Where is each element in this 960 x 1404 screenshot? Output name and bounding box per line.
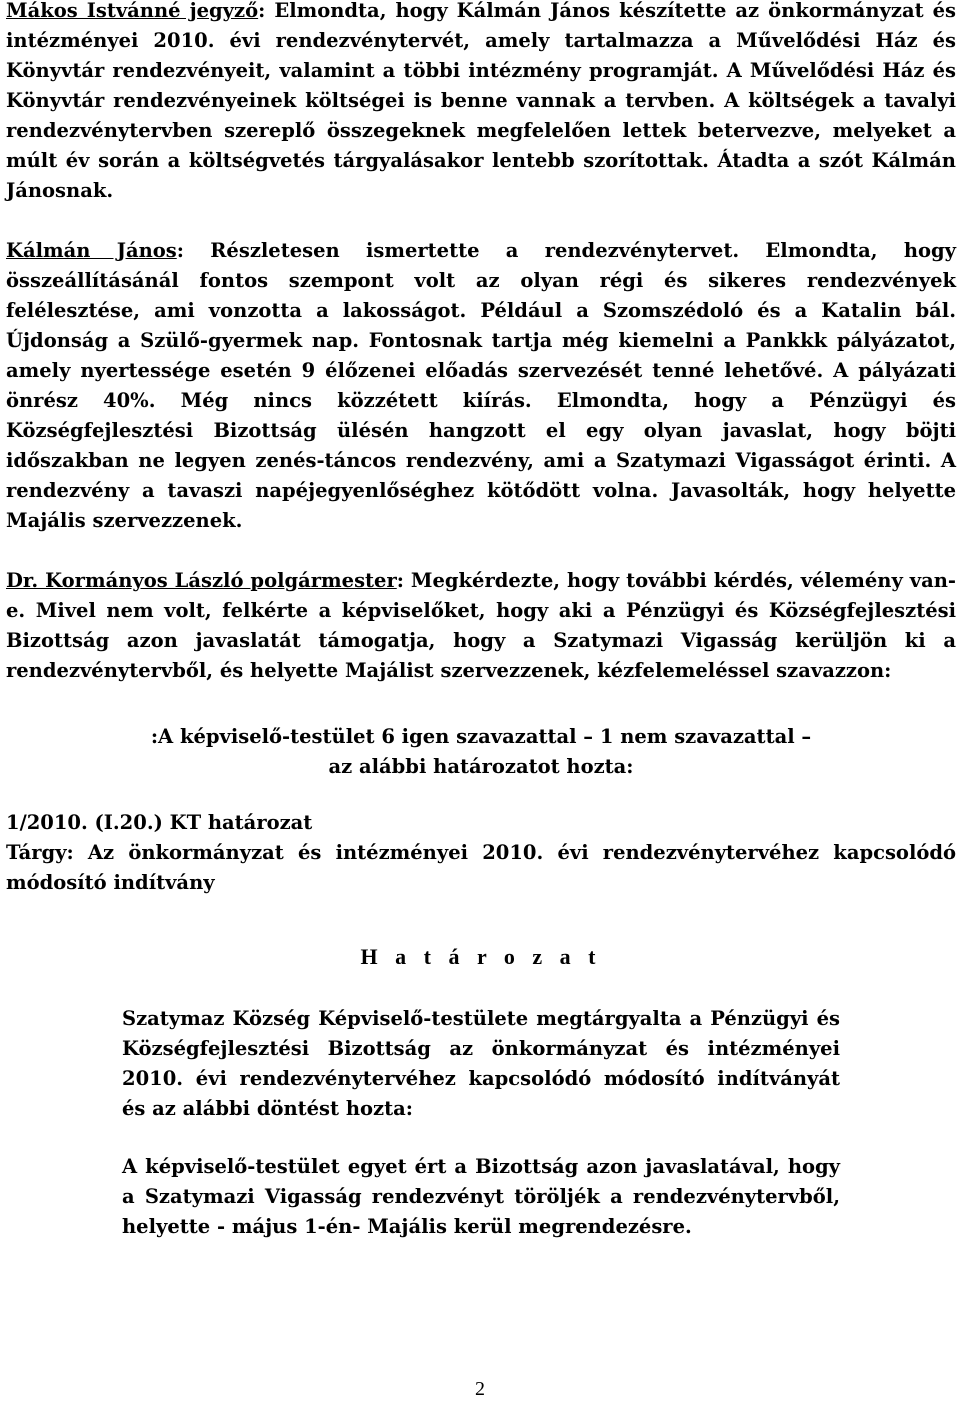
- vote-result-line: :A képviselő-testület 6 igen szavazattal – 1 nem szavazattal –: [150, 725, 812, 748]
- speaker-name: Kálmán János: [6, 239, 177, 262]
- vote-result-line: az alábbi határozatot hozta:: [328, 755, 634, 778]
- paragraph-kalman: [6, 236, 956, 536]
- spacer: [6, 972, 956, 1004]
- spacer: [6, 1124, 956, 1152]
- resolution-subject: Tárgy: Az önkormányzat és intézményei 2010. évi rendezvénytervéhez kapcsolódó módosító indítvány: [6, 841, 956, 894]
- paragraph-text: : Elmondta, hogy Kálmán János készítette az önkormányzat és intézményei 2010. évi rendezvénytervét, amely tartalmazza a Művelődési Ház és Könyvtár rendezvényeit, valamint a többi intézmény programját. A Művelődési Ház és Könyvtár rendezvényeinek költségei is benne vannak a tervben. A költségek a tavalyi rendezvénytervben szereplő összegeknek megfelelően lettek betervezve, melyeket a múlt év során a költségvetés tárgyalásakor lentebb szorítottak. Átadta a szót Kálmán Jánosnak.: [6, 0, 957, 202]
- spacer: [6, 686, 956, 722]
- speaker-name: Mákos Istvánné jegyző: [6, 0, 259, 22]
- paragraph-polgarmester: [6, 566, 956, 686]
- paragraph-text: : Megkérdezte, hogy további kérdés, vélemény van-e. Mivel nem volt, felkérte a képviselőket, hogy aki a Pénzügyi és Községfejlesztési Bizottság azon javaslatát támogatja, hogy a Szatymazi Vigasság kerüljön ki a rendezvénytervből, és helyette Majálist szervezzenek, kézfelemeléssel szavazzon:: [6, 569, 956, 682]
- spacer: [6, 206, 956, 236]
- resolution-number: 1/2010. (I.20.) KT határozat: [6, 811, 313, 834]
- paragraph-text: : Részletesen ismertette a rendezvénytervet. Elmondta, hogy összeállításánál fontos szempont volt az olyan régi és sikeres rendezvények felélesztése, ami vonzotta a lakosságot. Például a Szomszédoló és a Katalin bál. Újdonság a Szülő-gyermek nap. Fontosnak tartja még kiemelni a Pankkk pályázatot, amely nyertessége esetén 9 élőzenei előadás szervezését tenné lehetővé. A pályázati önrész 40%. Még nincs közzétett kiírás. Elmondta, hogy a Pénzügyi és Községfejlesztési Bizottság ülésén hangzott el egy olyan javaslat, hogy böjti időszakban ne legyen zenés-táncos rendezvény, ami a Szatymazi Vigasságot érinti. A rendezvény a tavaszi napéjegyenlőséghez kötődött volna. Javasolták, hogy helyette Majális szervezzenek.: [6, 239, 957, 532]
- paragraph-jegyzo: [6, 0, 956, 206]
- spacer: [6, 898, 956, 942]
- document-page: [6, 0, 956, 1242]
- spacer: [6, 536, 956, 566]
- resolution-decision: A képviselő-testület egyet ért a Bizottság azon javaslatával, hogy a Szatymazi Vigasság rendezvényt töröljék a rendezvénytervből, helyette - május 1-én- Majális kerül megrendezésre.: [122, 1155, 840, 1238]
- speaker-name: Dr. Kormányos László polgármester: [6, 569, 397, 592]
- resolution-heading: H a t á r o z a t: [360, 944, 602, 969]
- spacer: [6, 782, 956, 808]
- resolution-body: Szatymaz Község Képviselő-testülete megtárgyalta a Pénzügyi és Községfejlesztési Bizottság az önkormányzat és intézményei 2010. évi rendezvénytervéhez kapcsolódó módosító indítványát és az alábbi döntést hozta:: [122, 1007, 840, 1120]
- page-number: 2: [475, 1378, 485, 1400]
